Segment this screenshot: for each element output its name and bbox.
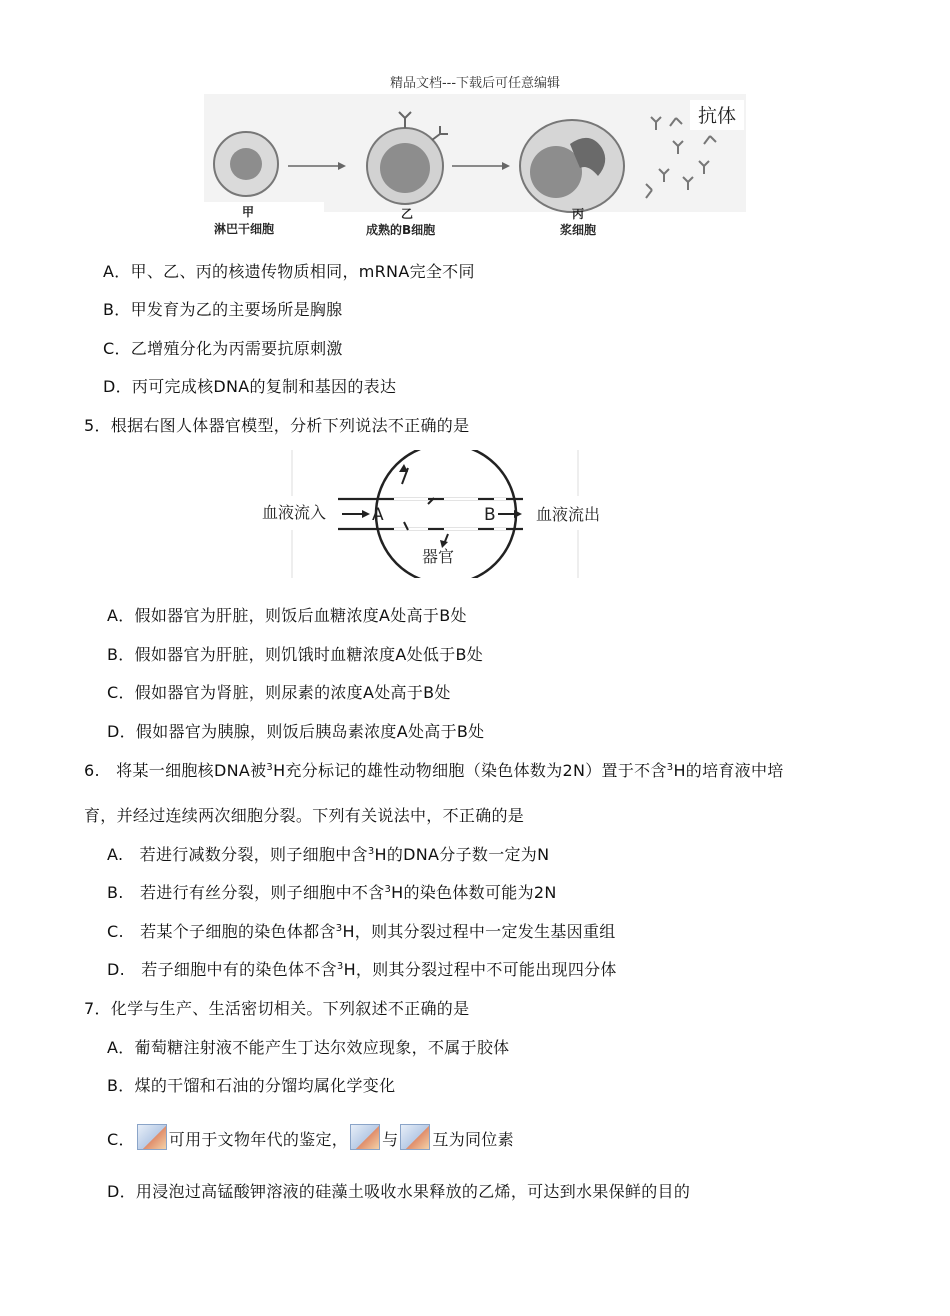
q7-stem: 7．化学与生产、生活密切相关。下列叙述不正确的是 [84,999,470,1018]
q4-option-b: B．甲发育为乙的主要场所是胸腺 [103,300,343,319]
isotope-image-1 [137,1124,167,1150]
organ-blood-flow-diagram [258,450,614,578]
blood-in-label: 血液流入 [262,503,327,522]
lymphoid-stem-cell-nucleus [230,148,262,180]
q7-option-c: C． 可用于文物年代的鉴定， 与 互为同位素 [107,1124,514,1150]
q6-option-a: A. 若进行减数分裂，则子细胞中含$^3$H的DNA分子数一定为N [107,845,550,864]
q6-option-b: B. 若进行有丝分裂，则子细胞中不含$^3$H的染色体数可能为2N [107,883,557,902]
q4-option-c: C．乙增殖分化为丙需要抗原刺激 [103,339,343,358]
svg-text:甲: 甲 [242,205,255,219]
q7-option-a: A．葡萄糖注射液不能产生丁达尔效应现象，不属于胶体 [107,1038,510,1057]
q6-option-c: C. 若某个子细胞的染色体都含$^3$H，则其分裂过程中一定发生基因重组 [107,922,616,941]
svg-text:成熟的B细胞: 成熟的B细胞 [366,223,436,237]
b-cell-diagram [204,94,746,240]
point-b: B [484,505,496,525]
q6-option-d: D. 若子细胞中有的染色体不含$^3$H，则其分裂过程中不可能出现四分体 [107,960,617,979]
isotope-image-2 [350,1124,380,1150]
mature-b-cell-nucleus [380,143,430,193]
q5-stem: 5．根据右图人体器官模型，分析下列说法不正确的是 [84,416,470,435]
isotope-image-3 [400,1124,430,1150]
organ-label: 器官 [422,547,455,566]
svg-text:乙: 乙 [401,207,414,221]
q5-option-a: A．假如器官为肝脏，则饭后血糖浓度A处高于B处 [107,606,467,625]
q5-option-b: B．假如器官为肝脏，则饥饿时血糖浓度A处低于B处 [107,645,484,664]
blood-out-label: 血液流出 [536,505,601,524]
q5-option-c: C．假如器官为肾脏，则尿素的浓度A处高于B处 [107,683,451,702]
q6-stem-line1: 6. 将某一细胞核DNA被$^3$H充分标记的雄性动物细胞（染色体数为2N）置于不含$^3$H的培育液中培 [84,761,784,780]
antibody-label: 抗体 [698,105,737,127]
svg-text:淋巴干细胞: 淋巴干细胞 [214,222,275,236]
q7-option-d: D．用浸泡过高锰酸钾溶液的硅藻土吸收水果释放的乙烯，可达到水果保鲜的目的 [107,1182,691,1201]
svg-text:浆细胞: 浆细胞 [560,223,597,237]
q4-option-a: A．甲、乙、丙的核遗传物质相同，mRNA完全不同 [103,262,475,281]
q5-option-d: D．假如器官为胰腺，则饭后胰岛素浓度A处高于B处 [107,722,485,741]
q4-option-d: D．丙可完成核DNA的复制和基因的表达 [103,377,397,396]
q7-option-b: B．煤的干馏和石油的分馏均属化学变化 [107,1076,396,1095]
svg-text:丙: 丙 [572,207,585,221]
point-a: A [372,505,384,525]
q6-stem-line2: 育，并经过连续两次细胞分裂。下列有关说法中，不正确的是 [84,806,525,825]
page-header: 精品文档---下载后可任意编辑 [389,76,561,91]
